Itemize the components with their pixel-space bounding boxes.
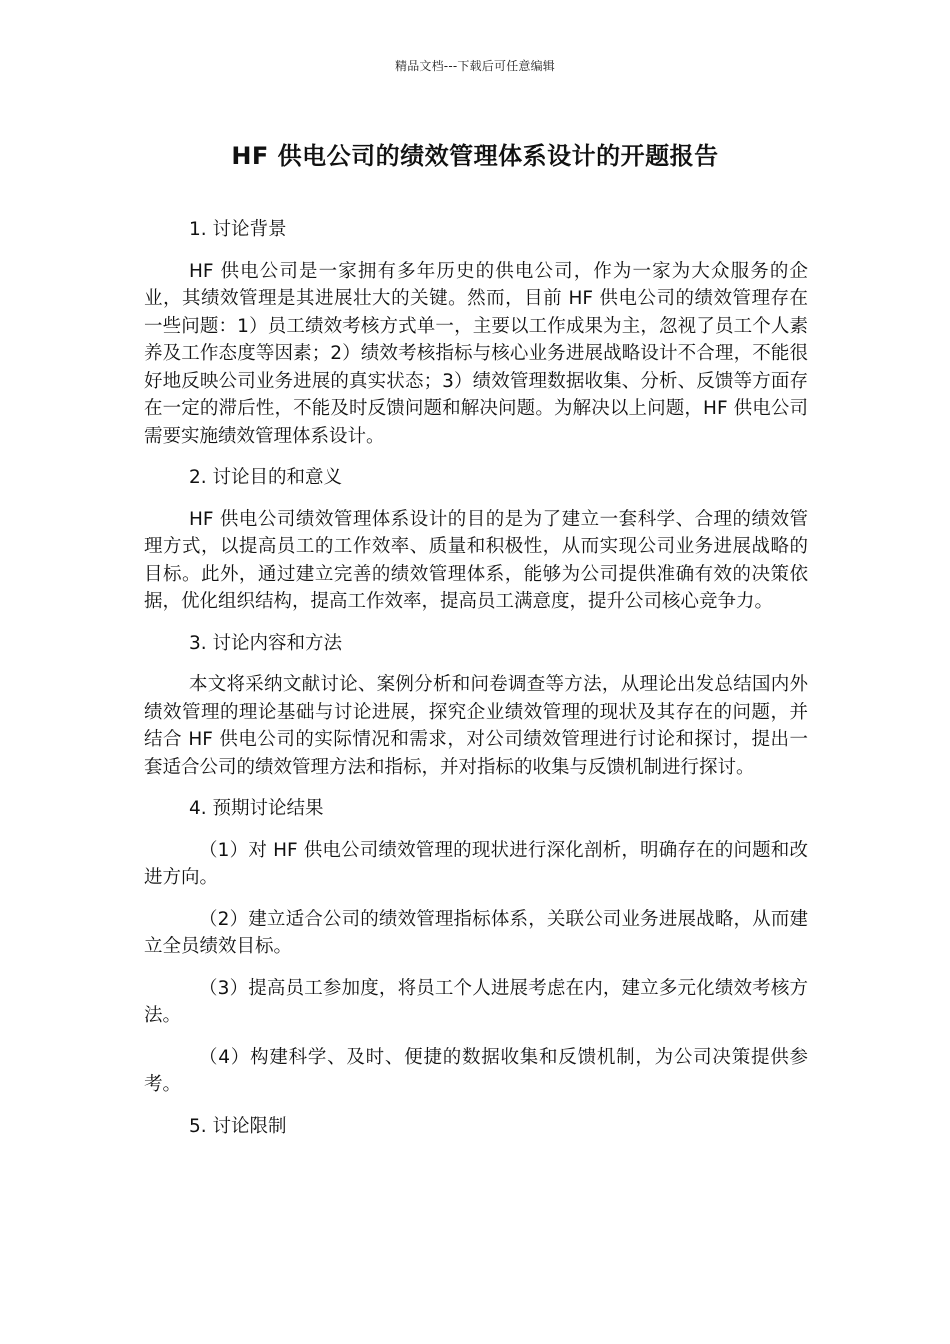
document-title: HF 供电公司的绩效管理体系设计的开题报告 bbox=[231, 142, 719, 170]
expected-result-item: （4）构建科学、及时、便捷的数据收集和反馈机制，为公司决策提供参考。 bbox=[144, 1046, 808, 1095]
section-heading-methods: 3. 讨论内容和方法 bbox=[189, 632, 343, 654]
section-heading-background: 1. 讨论背景 bbox=[189, 219, 287, 240]
document-body bbox=[144, 216, 808, 1154]
header-note: 精品文档---下载后可任意编辑 bbox=[395, 59, 555, 73]
section-heading-purpose: 2. 讨论目的和意义 bbox=[189, 467, 343, 488]
section-paragraph-background: HF 供电公司是一家拥有多年历史的供电公司，作为一家为大众服务的企业，其绩效管理是其进展壮大的关键。然而，目前 HF 供电公司的绩效管理存在一些问题：1）员工绩效考核方式单一，主要以工作成果为主，忽视了员工个人素养及工作态度等因素；2）绩效考核指标与核心业务进展战略设计不合理，不能很好地反映公司业务进展的真实状态；3）绩效管理数据收集、分析、反馈等方面存在一定的滞后性，不能及时反馈问题和解决问题。为解决以上问题，HF 供电公司需要实施绩效管理体系设计。 bbox=[144, 260, 808, 447]
section-paragraph-purpose: HF 供电公司绩效管理体系设计的目的是为了建立一套科学、合理的绩效管理方式，以提高员工的工作效率、质量和积极性，从而实现公司业务进展战略的目标。此外，通过建立完善的绩效管理体系，能够为公司提供准确有效的决策依据，优化组织结构，提高工作效率，提高员工满意度，提升公司核心竞争力。 bbox=[144, 508, 808, 612]
expected-result-item: （1）对 HF 供电公司绩效管理的现状进行深化剖析，明确存在的问题和改进方向。 bbox=[144, 839, 808, 888]
expected-result-item: （2）建立适合公司的绩效管理指标体系，关联公司业务进展战略，从而建立全员绩效目标。 bbox=[144, 908, 808, 957]
section-paragraph-methods: 本文将采纳文献讨论、案例分析和问卷调查等方法，从理论出发总结国内外绩效管理的理论基础与讨论进展，探究企业绩效管理的现状及其存在的问题，并结合 HF 供电公司的实际情况和需求，对公司绩效管理进行讨论和探讨，提出一套适合公司的绩效管理方法和指标，并对指标的收集与反馈机制进行探讨。 bbox=[144, 674, 808, 778]
section-heading-expected-results: 4. 预期讨论结果 bbox=[189, 798, 324, 819]
section-heading-limitations: 5. 讨论限制 bbox=[189, 1115, 287, 1137]
expected-result-item: （3）提高员工参加度，将员工个人进展考虑在内，建立多元化绩效考核方法。 bbox=[144, 977, 808, 1026]
